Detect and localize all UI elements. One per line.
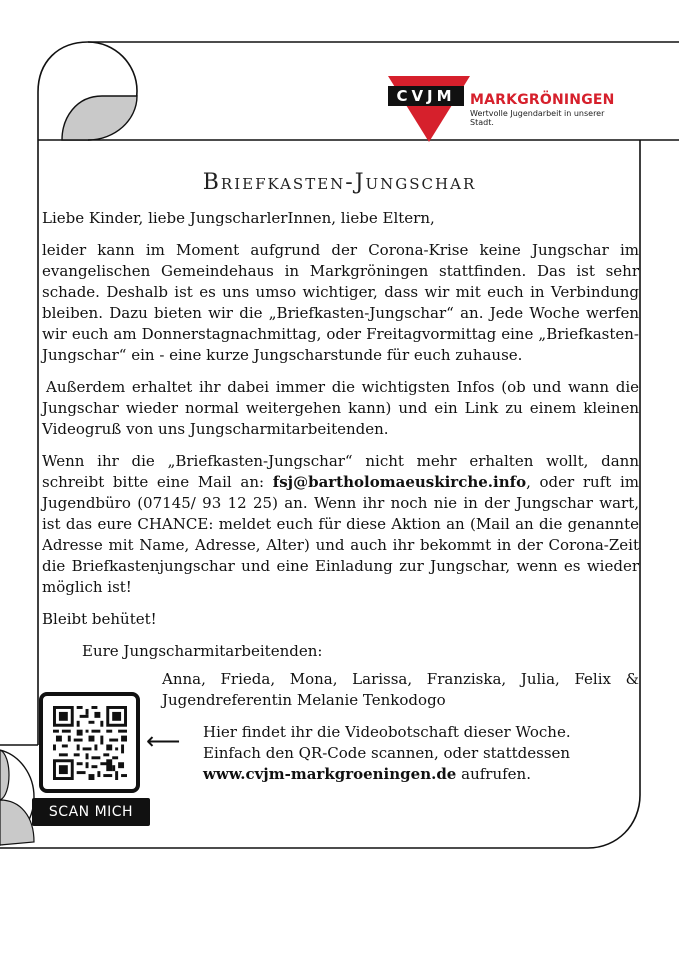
email-link[interactable]: fsj@bartholomaeuskirche.info <box>272 473 527 491</box>
paragraph-info: Außerdem erhaltet ihr dabei immer die wichtigsten Infos (ob und wann die Jungschar wieder normal weitergehen kann) und ein Link zu einem kleinen Videogruß von uns Jungscharmitarbeitenden. <box>42 378 639 438</box>
greeting: Liebe Kinder, liebe JungscharlerInnen, liebe Eltern, <box>42 209 435 227</box>
names-line-1: Anna, Frieda, Mona, Larissa, Franziska, Julia, Felix & <box>162 670 639 688</box>
paragraph-contact <box>42 451 639 598</box>
paragraph-contact-start: Wenn ihr die „Briefkasten-Jungschar“ nicht mehr erhalten wollt, dann schreibt bitte eine Mail an: <box>42 452 639 491</box>
video-line-2: Einfach den QR-Code scannen, oder stattdessen <box>203 744 571 762</box>
brand-name: MARKGRÖNINGEN <box>470 92 615 108</box>
arrow-left-icon: ⟵ <box>146 727 181 755</box>
brand-tagline: Wertvolle Jugendarbeit in unserer Stadt. <box>470 109 605 127</box>
signoff: Eure Jungscharmitarbeitenden: <box>82 642 323 660</box>
video-line-1: Hier findet ihr die Videobotschaft dieser Woche. <box>203 723 571 741</box>
letter-body <box>42 208 639 672</box>
qr-code[interactable] <box>39 692 140 793</box>
video-info <box>203 722 623 785</box>
paragraph-intro: leider kann im Moment aufgrund der Corona-Krise keine Jungschar im evangelischen Gemeindehaus in Markgröningen stattfinden. Das ist sehr schade. Deshalb ist es uns umso wichtiger, dass wir mit euch in Verbindung bleiben. Dazu bieten wir die „Briefkasten-Jungschar“ an. Jede Woche werfen wir euch am Donnerstagnachmittag, oder Freitagvormittag eine „Briefkasten-Jungschar“ ein - eine kurze Jungscharstunde für euch zuhause. <box>42 241 639 364</box>
paragraph-contact-end: , oder ruft im Jugendbüro (07145/ 93 12 25) an. Wenn ihr noch nie in der Jungschar wart, ist das eure CHANCE: meldet euch für diese Aktion an (Mail an die genannte Adresse mit Name, Adresse, Alter) und auch ihr bekommt in der Corona-Zeit die Briefkastenjungschar und eine Einladung zur Jungschar, wenn es wieder möglich ist! <box>42 473 640 596</box>
scan-me-button[interactable]: SCAN MICH <box>32 798 150 826</box>
names-line-2: Jugendreferentin Melanie Tenkodogo <box>162 691 446 709</box>
cvjm-triangle-icon <box>388 74 470 144</box>
video-line-3-end: aufrufen. <box>456 765 531 783</box>
team-names <box>162 669 639 711</box>
qr-code-icon <box>53 706 127 780</box>
page-title: Briefkasten-Jungschar <box>202 170 477 195</box>
website-link[interactable]: www.cvjm-markgroeningen.de <box>203 765 457 783</box>
video-line-3 <box>203 764 623 785</box>
farewell: Bleibt behütet! <box>42 610 157 628</box>
logo-text: CVJM <box>388 86 464 106</box>
cvjm-logo <box>388 74 628 144</box>
